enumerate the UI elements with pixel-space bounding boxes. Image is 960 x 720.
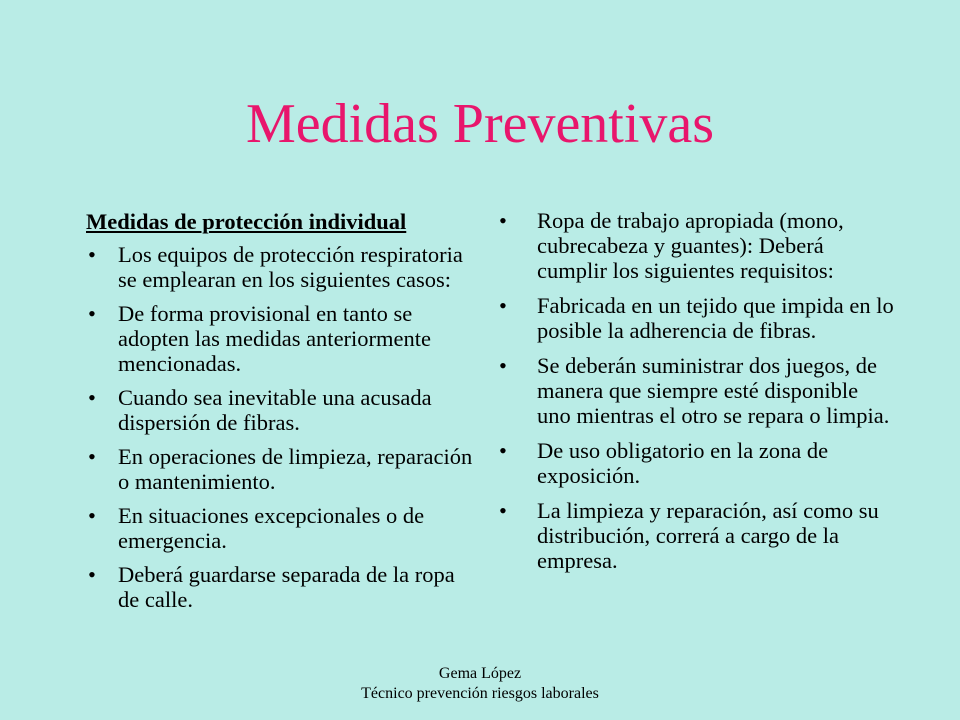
bullet-text: Fabricada en un tejido que impida en lo posible la adherencia de fibras. <box>537 293 894 343</box>
bullet-icon: • <box>88 242 96 267</box>
bullet-text: Ropa de trabajo apropiada (mono, cubrecabeza y guantes): Deberá cumplir los siguientes requisitos: <box>537 208 844 283</box>
bullet-text: Los equipos de protección respiratoria se emplearan en los siguientes casos: <box>118 242 463 292</box>
left-bullet-list <box>86 242 476 612</box>
bullet-icon: • <box>88 385 96 410</box>
list-item <box>497 438 897 488</box>
bullet-icon: • <box>499 293 507 318</box>
bullet-icon: • <box>88 301 96 326</box>
bullet-icon: • <box>499 208 507 233</box>
left-column <box>86 208 476 621</box>
slide-title: Medidas Preventivas <box>245 93 715 155</box>
bullet-text: De forma provisional en tanto se adopten las medidas anteriormente mencionadas. <box>118 301 432 376</box>
list-item <box>86 385 476 435</box>
list-item <box>86 562 476 612</box>
bullet-icon: • <box>88 444 96 469</box>
bullet-icon: • <box>499 498 507 523</box>
bullet-text: En situaciones excepcionales o de emergencia. <box>118 503 425 553</box>
bullet-icon: • <box>88 503 96 528</box>
bullet-text: La limpieza y reparación, así como su distribución, correrá a cargo de la empresa. <box>537 498 879 573</box>
bullet-text: De uso obligatorio en la zona de exposición. <box>537 438 829 488</box>
bullet-text: Cuando sea inevitable una acusada dispersión de fibras. <box>118 385 432 435</box>
list-item <box>497 353 897 428</box>
slide-footer <box>0 664 960 704</box>
list-item <box>86 301 476 376</box>
bullet-text: Se deberán suministrar dos juegos, de manera que siempre esté disponible uno mientras el otro se repara o limpia. <box>537 353 890 428</box>
list-item <box>86 503 476 553</box>
right-column <box>497 208 897 583</box>
bullet-icon: • <box>88 562 96 587</box>
bullet-text: En operaciones de limpieza, reparación o mantenimiento. <box>118 444 473 494</box>
left-column-heading: Medidas de protección individual <box>86 209 407 234</box>
list-item <box>497 498 897 573</box>
bullet-text: Deberá guardarse separada de la ropa de calle. <box>118 562 455 612</box>
footer-role: Técnico prevención riesgos laborales <box>361 685 599 702</box>
list-item <box>497 208 897 283</box>
right-bullet-list <box>497 208 897 573</box>
list-item <box>86 444 476 494</box>
footer-author: Gema López <box>438 665 522 682</box>
bullet-icon: • <box>499 438 507 463</box>
list-item <box>497 293 897 343</box>
list-item <box>86 242 476 292</box>
bullet-icon: • <box>499 353 507 378</box>
